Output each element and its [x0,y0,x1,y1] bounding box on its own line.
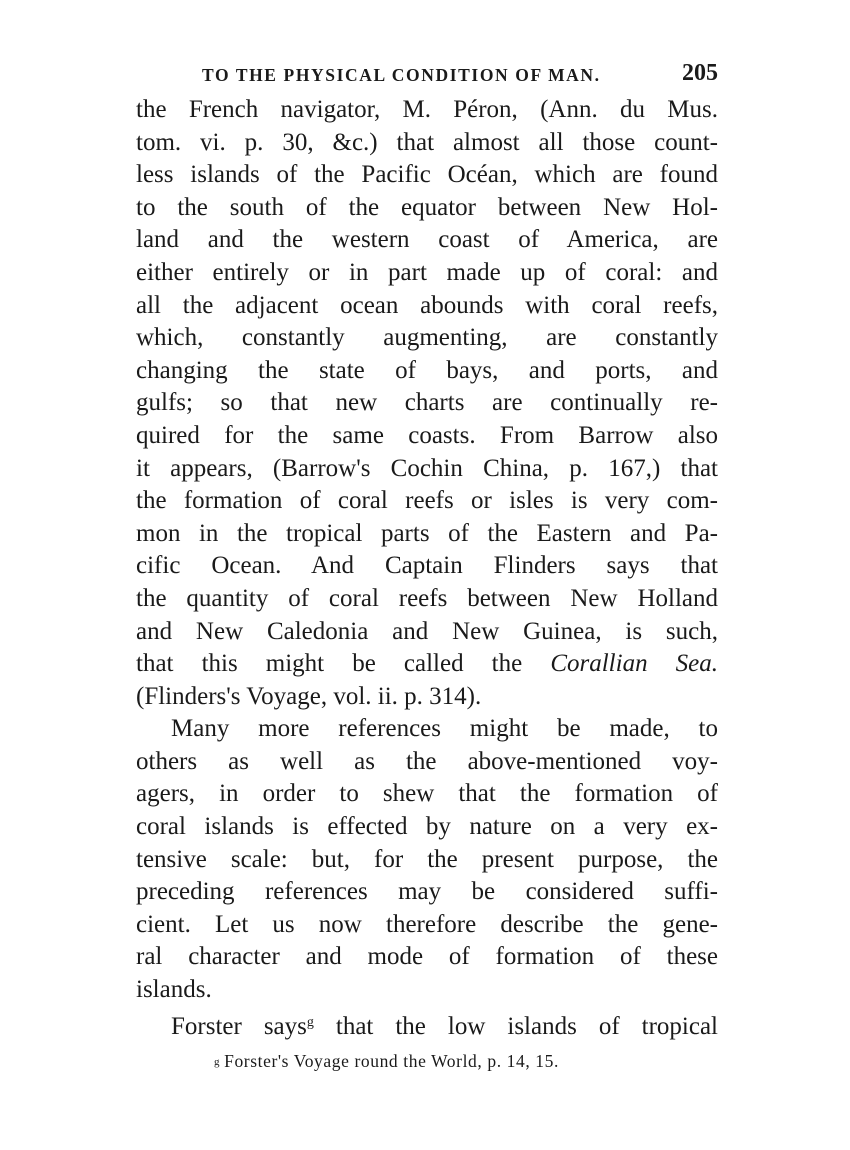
text-line: cient. Let us now therefore describe the gene- [136,910,718,938]
footnote-text: Forster's Voyage round the World, p. 14, 15. [224,1051,559,1072]
text-line: the formation of coral reefs or isles is very com- [136,487,718,515]
text-line-segment: that this might be called the [136,650,551,678]
text-line: mon in the tropical parts of the Eastern and Pa- [136,519,718,547]
footnote-reference-mark: g [306,1014,314,1030]
text-line: (Flinders's Voyage, vol. ii. p. 314). [136,682,482,710]
text-line: gulfs; so that new charts are continually re- [136,389,718,417]
text-line: all the adjacent ocean abounds with coral reefs, [136,291,718,319]
text-line-segment: that the low islands of tropical [313,1012,718,1040]
text-line: changing the state of bays, and ports, and [136,356,718,384]
text-line: agers, in order to shew that the formation of [136,780,718,808]
text-line: to the south of the equator between New Hol- [136,193,718,221]
text-line: less islands of the Pacific Océan, which are found [136,161,718,189]
italic-term-corallian-sea: Corallian Sea. [550,650,719,678]
running-header [136,60,718,94]
paragraph-1 [136,94,718,713]
text-line-segment: Forster says [171,1012,307,1040]
text-line: which, constantly augmenting, are constantly [136,324,718,352]
paragraph-2 [136,713,718,1006]
running-title: TO THE PHYSICAL CONDITION OF MAN. [202,65,601,85]
text-line: and New Caledonia and New Guinea, is such, [136,617,718,645]
body-text [136,94,718,1043]
text-line: the quantity of coral reefs between New Holland [136,584,718,612]
text-line: tom. vi. p. 30, &c.) that almost all those count- [136,128,718,156]
text-line: islands. [136,976,212,1004]
text-line: cific Ocean. And Captain Flinders says that [136,552,718,580]
text-line: Many more references might be made, to [171,715,718,743]
footnote [136,1051,718,1072]
text-line: the French navigator, M. Péron, (Ann. du Mus. [136,96,718,123]
text-line: preceding references may be considered suffi- [136,878,718,906]
text-line: it appears, (Barrow's Cochin China, p. 167,) that [136,454,718,482]
book-page [136,60,718,1072]
text-line: land and the western coast of America, are [136,226,718,254]
page-number: 205 [682,60,718,86]
text-line [136,1007,718,1044]
text-line: either entirely or in part made up of coral: and [136,258,718,286]
text-line: ral character and mode of formation of these [136,943,718,971]
text-line: tensive scale: but, for the present purpose, the [136,845,718,873]
text-line: coral islands is effected by nature on a very ex- [136,813,718,841]
text-line [136,648,718,681]
paragraph-3 [136,1007,718,1044]
text-line: others as well as the above-mentioned voy- [136,747,718,775]
footnote-mark: g [214,1056,221,1069]
text-line: quired for the same coasts. From Barrow also [136,421,718,449]
